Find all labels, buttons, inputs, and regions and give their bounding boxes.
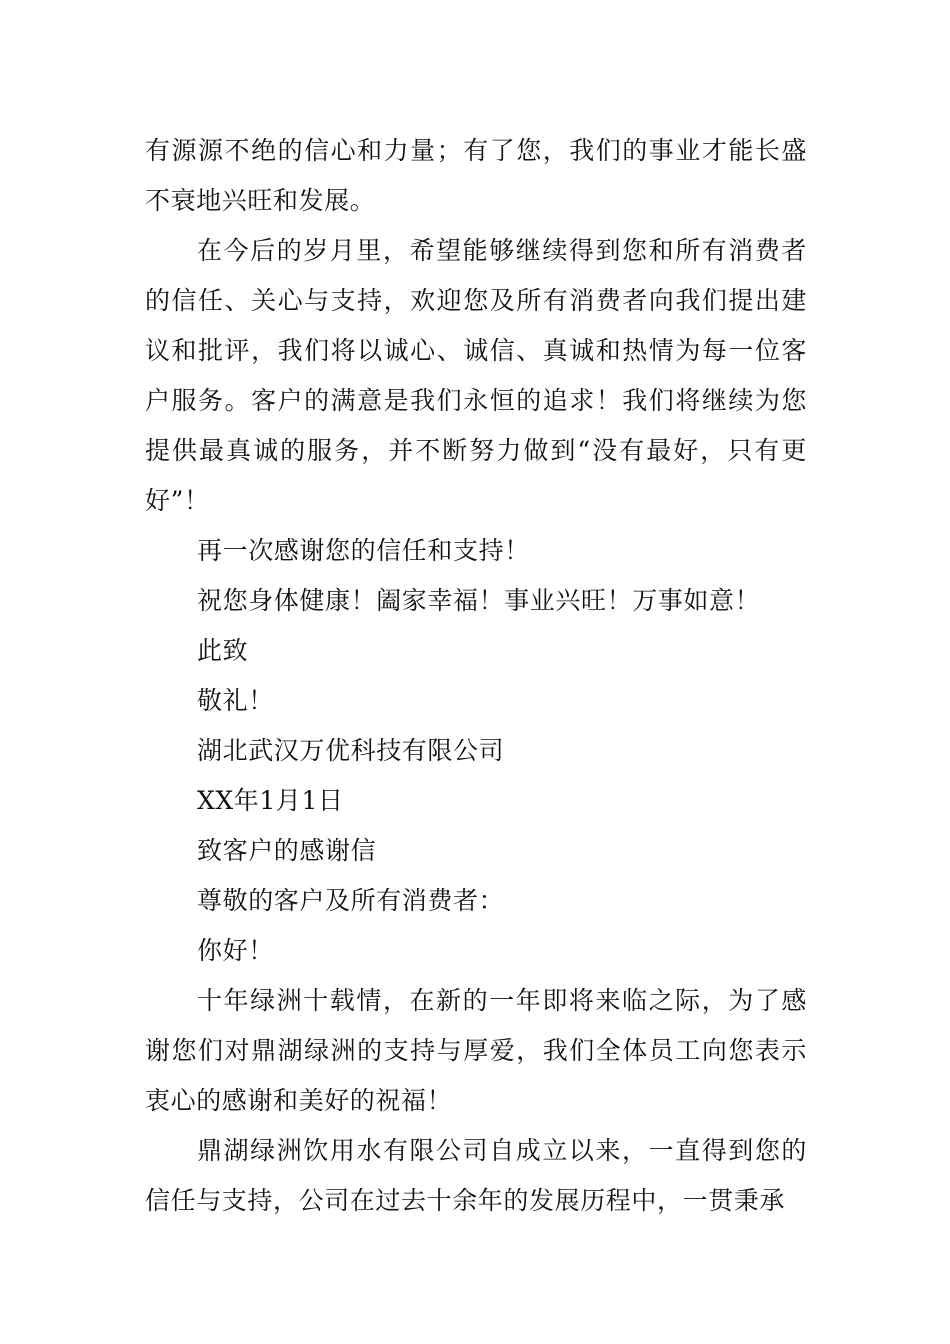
closing-salutation: 此致	[197, 636, 249, 665]
letter-body	[145, 126, 807, 1226]
letter-title: 致客户的感谢信	[197, 836, 377, 865]
signature-date: XX年1月1日	[197, 786, 344, 815]
letter-hello: 你好！	[197, 936, 274, 965]
paragraph-continuation: 有源源不绝的信心和力量；有了您，我们的事业才能长盛不衰地兴旺和发展。	[145, 136, 807, 215]
paragraph-future-hopes: 在今后的岁月里，希望能够继续得到您和所有消费者的信任、关心与支持，欢迎您及所有消费者向我们提出建议和批评，我们将以诚心、诚信、真诚和热情为每一位客户服务。客户的满意是我们永恒的追求！我们将继续为您提供最真诚的服务，并不断努力做到“没有最好，只有更好”！	[145, 236, 807, 515]
paragraph-company-history: 鼎湖绿洲饮用水有限公司自成立以来，一直得到您的信任与支持，公司在过去十余年的发展历程中，一贯秉承	[145, 1136, 807, 1215]
letter-greeting: 尊敬的客户及所有消费者：	[197, 886, 505, 915]
closing-regards: 敬礼！	[197, 686, 274, 715]
paragraph-wishes: 祝您身体健康！阖家幸福！事业兴旺！万事如意！	[197, 586, 761, 615]
paragraph-ten-years: 十年绿洲十载情，在新的一年即将来临之际，为了感谢您们对鼎湖绿洲的支持与厚爱，我们全体员工向您表示衷心的感谢和美好的祝福！	[145, 986, 807, 1115]
signature-company: 湖北武汉万优科技有限公司	[197, 736, 505, 765]
paragraph-thanks-again: 再一次感谢您的信任和支持！	[197, 536, 530, 565]
